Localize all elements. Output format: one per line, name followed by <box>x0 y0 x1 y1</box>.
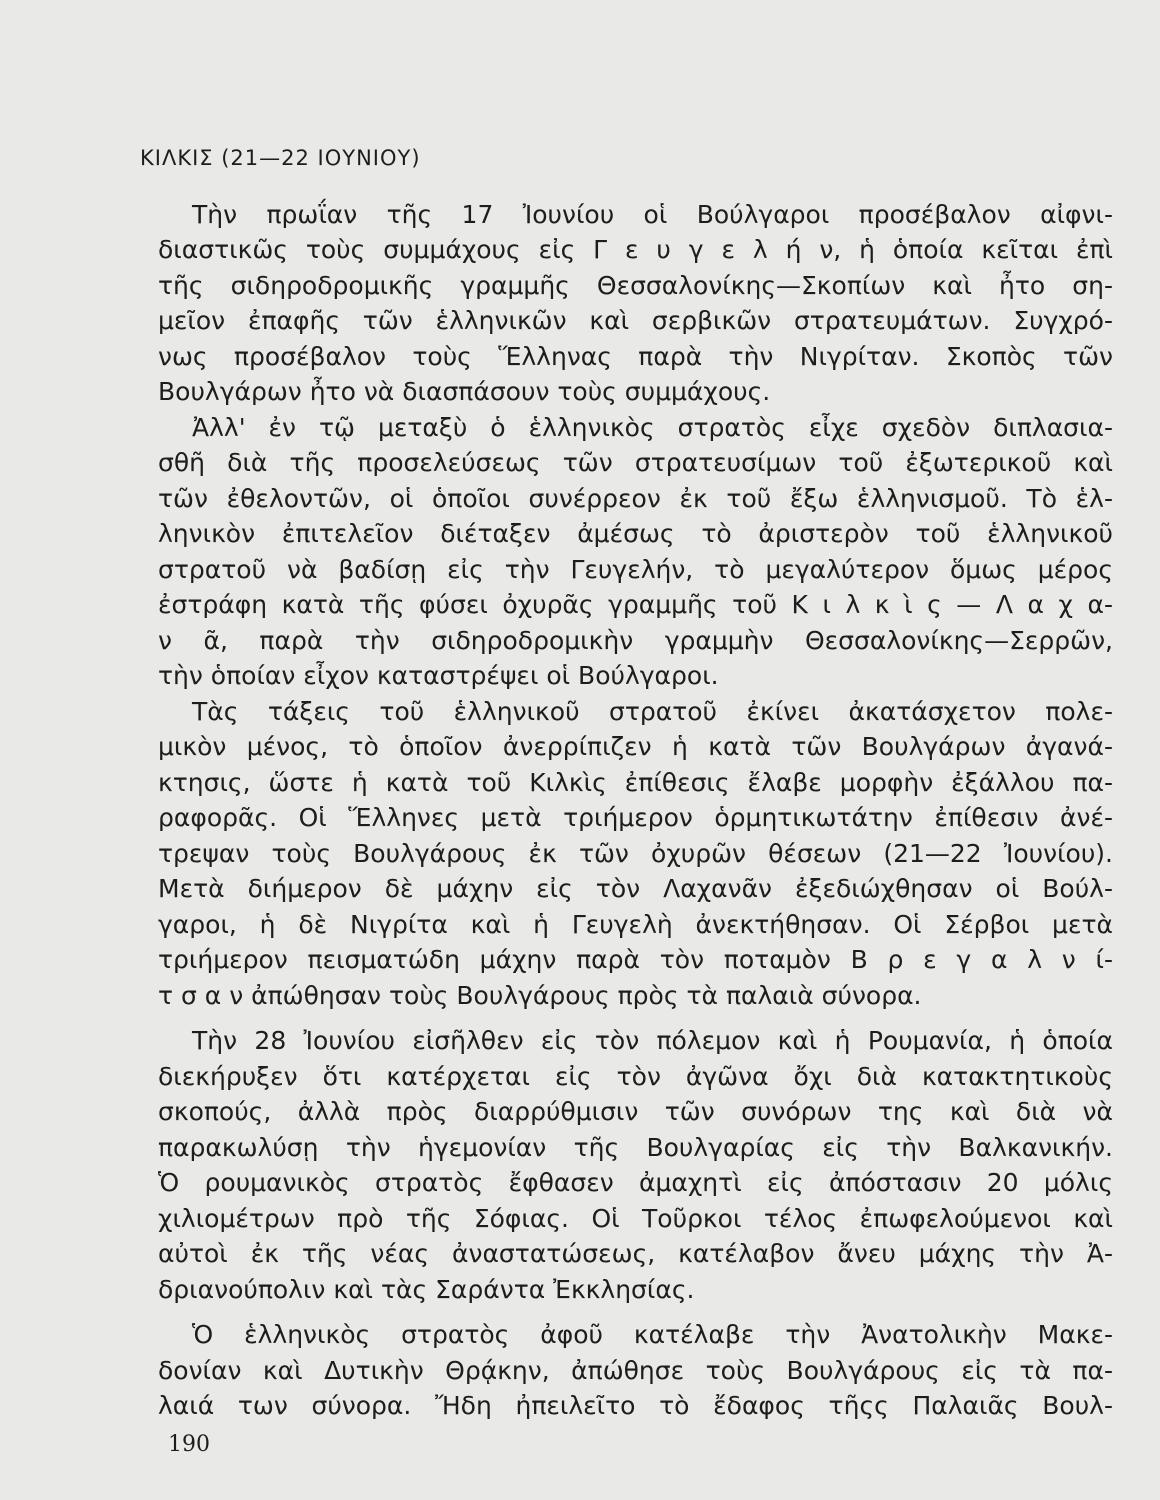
text-line: τῶν ἐθελοντῶν, οἱ ὁποῖοι συνέρρεον ἐκ τοῦ ἔξω ἑλληνισμοῦ. Τὸ ἑλ- <box>158 484 1113 513</box>
text-line: Ὁ ἑλληνικὸς στρατὸς ἀφοῦ κατέλαβε τὴν Ἀνατολικὴν Μακε- <box>192 1320 1113 1349</box>
text-line: νως προσέβαλον τοὺς Ἕλληνας παρὰ τὴν Νιγρίταν. Σκοπὸς τῶν <box>158 342 1113 371</box>
text-line: Βουλγάρων ἦτο νὰ διασπάσουν τοὺς συμμάχους. <box>158 377 771 406</box>
text-line: Μετὰ διήμερον δὲ μάχην εἰς τὸν Λαχανᾶν ἐξεδιώχθησαν οἱ Βούλ- <box>158 874 1113 903</box>
text-line: χιλιομέτρων πρὸ τῆς Σόφιας. Οἱ Τοῦρκοι τέλος ἐπωφελούμενοι καὶ <box>158 1204 1113 1233</box>
text-line: Ἀλλ' ἐν τῷ μεταξὺ ὁ ἑλληνικὸς στρατὸς εἶχε σχεδὸν διπλασια- <box>192 413 1113 442</box>
text-line: ραφορᾶς. Οἱ Ἕλληνες μετὰ τριήμερον ὁρμητικωτάτην ἐπίθεσιν ἀνέ- <box>158 803 1113 832</box>
text-line: αὐτοὶ ἐκ τῆς νέας ἀναστατώσεως, κατέλαβον ἄνευ μάχης τὴν Ἀ- <box>158 1239 1113 1268</box>
text-line: τῆς σιδηροδρομικῆς γραμμῆς Θεσσαλονίκης—Σκοπίων καὶ ἦτο ση- <box>158 271 1113 300</box>
text-line: Τὴν 28 Ἰουνίου εἰσῆλθεν εἰς τὸν πόλεμον καὶ ἡ Ρουμανία, ἡ ὁποία <box>192 1026 1113 1055</box>
text-line: σθῆ διὰ τῆς προσελεύσεως τῶν στρατευσίμων τοῦ ἐξωτερικοῦ καὶ <box>158 448 1113 477</box>
text-line: μικὸν μένος, τὸ ὁποῖον ἀνερρίπιζεν ἡ κατὰ τῶν Βουλγάρων ἀγανά- <box>158 732 1113 761</box>
text-line: Τὰς τάξεις τοῦ ἑλληνικοῦ στρατοῦ ἐκίνει ἀκατάσχετον πολε- <box>192 697 1113 726</box>
text-line: ν ᾶ, παρὰ τὴν σιδηροδρομικὴν γραμμὴν Θεσσαλονίκης—Σερρῶν, <box>158 626 1113 655</box>
text-line: ληνικὸν ἐπιτελεῖον διέταξεν ἀμέσως τὸ ἀριστερὸν τοῦ ἑλληνικοῦ <box>158 519 1113 548</box>
text-line: μεῖον ἐπαφῆς τῶν ἑλληνικῶν καὶ σερβικῶν στρατευμάτων. Συγχρό- <box>158 306 1113 335</box>
text-line: διαστικῶς τοὺς συμμάχους εἰς Γ ε υ γ ε λ ή ν, ἡ ὁποία κεῖται ἐπὶ <box>158 235 1113 264</box>
text-line: Τὴν πρωΐαν τῆς 17 Ἰουνίου οἱ Βούλγαροι προσέβαλον αἰφνι- <box>192 200 1113 229</box>
text-line: κτησις, ὥστε ἡ κατὰ τοῦ Κιλκὶς ἐπίθεσις ἔλαβε μορφὴν ἐξάλλου πα- <box>158 768 1113 797</box>
text-line: στρατοῦ νὰ βαδίσῃ εἰς τὴν Γευγελήν, τὸ μεγαλύτερον ὅμως μέρος <box>158 555 1113 584</box>
text-line: Ὁ ρουμανικὸς στρατὸς ἔφθασεν ἀμαχητὶ εἰς ἀπόστασιν 20 μόλις <box>158 1168 1113 1197</box>
section-heading: ΚΙΛΚΙΣ (21—22 ΙΟΥΝΙΟΥ) <box>140 146 421 170</box>
text-line: λαιά των σύνορα. Ἤδη ἠπειλεῖτο τὸ ἔδαφος τῆςς Παλαιᾶς Βουλ- <box>158 1391 1113 1420</box>
text-line: σκοπούς, ἀλλὰ πρὸς διαρρύθμισιν τῶν συνόρων της καὶ διὰ νὰ <box>158 1097 1113 1126</box>
text-line: διεκήρυξεν ὅτι κατέρχεται εἰς τὸν ἀγῶνα ὄχι διὰ κατακτητικοὺς <box>158 1062 1113 1091</box>
text-line: δονίαν καὶ Δυτικὴν Θρᾴκην, ἀπώθησε τοὺς Βουλγάρους εἰς τὰ πα- <box>158 1356 1113 1385</box>
text-line: δριανούπολιν καὶ τὰς Σαράντα Ἐκκλησίας. <box>158 1275 695 1304</box>
page-number: 190 <box>168 1432 210 1457</box>
text-line: ἐστράφη κατὰ τῆς φύσει ὀχυρᾶς γραμμῆς τοῦ Κ ι λ κ ὶ ς — Λ α χ α- <box>158 590 1113 619</box>
text-line: τὴν ὁποίαν εἶχον καταστρέψει οἱ Βούλγαροι. <box>158 661 719 690</box>
text-line: τριήμερον πεισματώδη μάχην παρὰ τὸν ποταμὸν Β ρ ε γ α λ ν ί- <box>158 945 1113 974</box>
text-line: τ σ α ν ἀπώθησαν τοὺς Βουλγάρους πρὸς τὰ παλαιὰ σύνορα. <box>158 981 922 1010</box>
text-line: τρεψαν τοὺς Βουλγάρους ἐκ τῶν ὀχυρῶν θέσεων (21—22 Ἰουνίου). <box>158 839 1113 868</box>
text-line: παρακωλύσῃ τὴν ἡγεμονίαν τῆς Βουλγαρίας εἰς τὴν Βαλκανικήν. <box>158 1133 1113 1162</box>
text-line: γαροι, ἡ δὲ Νιγρίτα καὶ ἡ Γευγελὴ ἀνεκτήθησαν. Οἱ Σέρβοι μετὰ <box>158 910 1113 939</box>
